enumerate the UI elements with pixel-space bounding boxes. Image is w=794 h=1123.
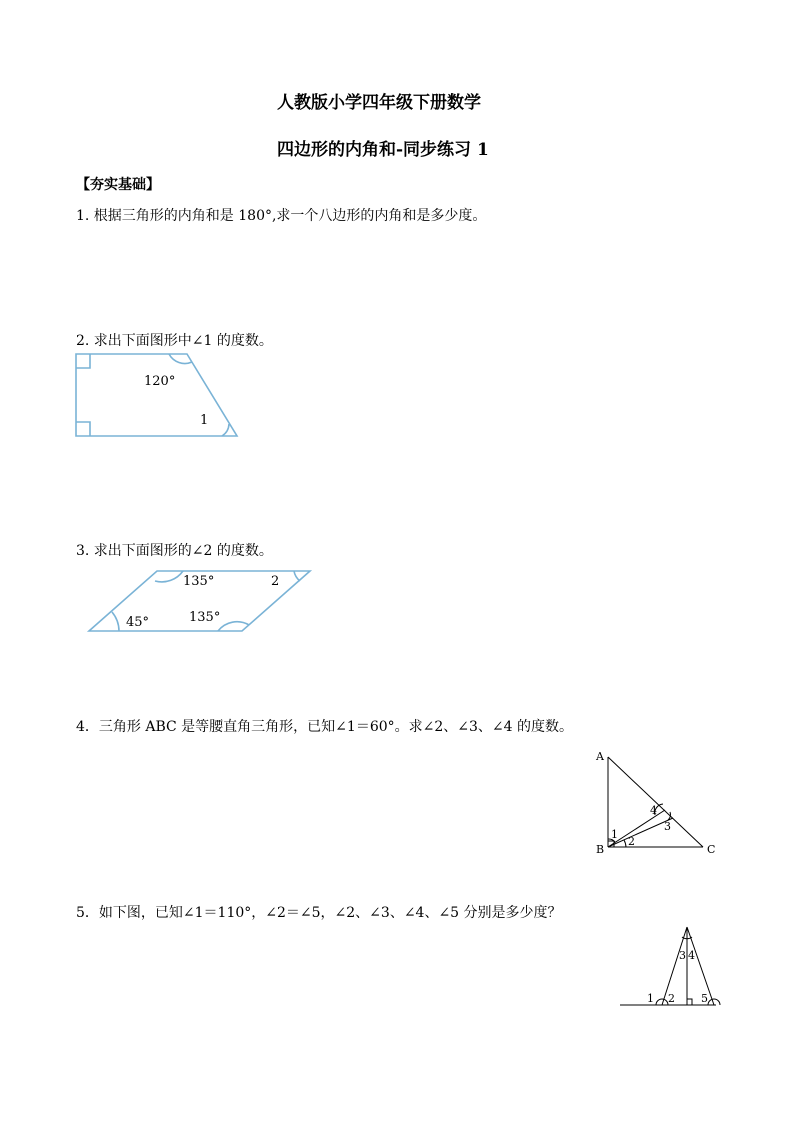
question-3-angle-45: 45° xyxy=(126,615,150,630)
question-5-text: 5．如下图，已知∠1＝110°，∠2＝∠5，∠2、∠3、∠4、∠5 分别是多少度？ xyxy=(76,905,562,921)
question-3-angle-2: 2 xyxy=(271,574,280,589)
question-4-text: 4．三角形 ABC 是等腰直角三角形，已知∠1＝60°。求∠2、∠3、∠4 的度数。 xyxy=(76,719,573,735)
question-1-text: 1. 根据三角形的内角和是 180°,求一个八边形的内角和是多少度。 xyxy=(76,208,487,224)
question-3-angle-135-bottom: 135° xyxy=(189,610,221,625)
question-5-angle-4: 4 xyxy=(688,949,695,962)
question-2-angle-120: 120° xyxy=(144,374,176,389)
question-4-triangle-figure xyxy=(593,748,723,858)
page-subtitle: 四边形的内角和-同步练习 1 xyxy=(277,140,489,160)
question-2-text: 2. 求出下面图形中∠1 的度数。 xyxy=(76,333,273,349)
question-4-angle-3: 3 xyxy=(664,820,671,833)
question-4-point-a: A xyxy=(596,750,604,763)
question-2-angle-1: 1 xyxy=(200,413,209,428)
question-3-angle-135-top: 135° xyxy=(183,574,215,589)
question-4-point-c: C xyxy=(707,843,716,856)
question-3-text: 3. 求出下面图形的∠2 的度数。 xyxy=(76,543,273,559)
question-4-point-b: B xyxy=(596,843,605,856)
question-4-angle-2: 2 xyxy=(628,835,635,848)
question-4-angle-1: 1 xyxy=(611,828,618,841)
section-heading: 【夯实基础】 xyxy=(76,177,160,193)
page-title: 人教版小学四年级下册数学 xyxy=(277,93,481,113)
question-5-angle-2: 2 xyxy=(668,992,675,1005)
question-3-parallelogram-figure xyxy=(86,567,316,637)
question-5-angle-1: 1 xyxy=(647,992,654,1005)
question-5-angle-5: 5 xyxy=(701,992,708,1005)
question-5-triangle-figure xyxy=(620,925,720,1010)
question-5-angle-3: 3 xyxy=(679,949,686,962)
question-2-trapezoid-figure xyxy=(72,352,242,442)
question-4-angle-4: 4 xyxy=(650,804,657,817)
